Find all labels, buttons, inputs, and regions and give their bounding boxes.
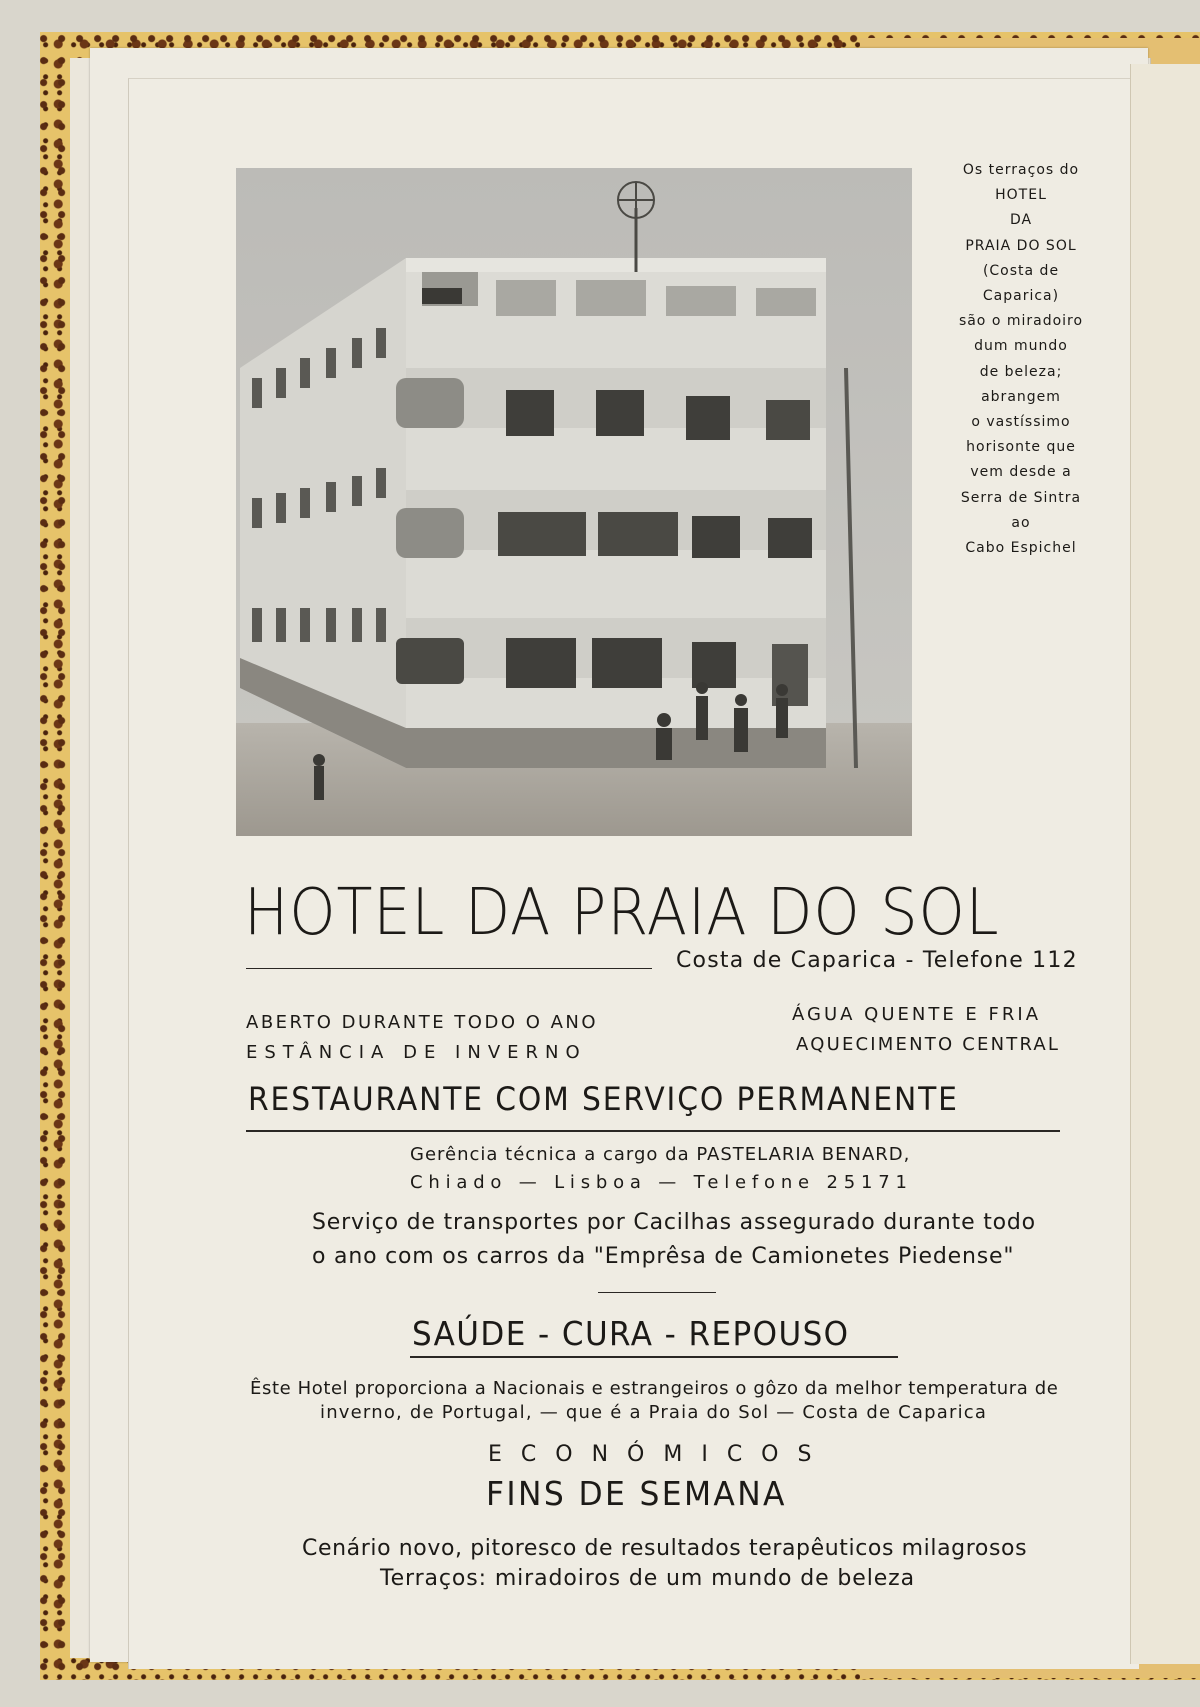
open-all-year: ABERTO DURANTE TODO O ANO — [246, 1012, 599, 1033]
weekends-heading: FINS DE SEMANA — [486, 1474, 787, 1513]
caption-line: Os terraços do — [962, 162, 1080, 178]
caption-line: dum mundo — [974, 338, 1068, 355]
transport-line-2: o ano com os carros da "Emprêsa de Camionetes Piedense" — [312, 1244, 1015, 1269]
photo-caption — [918, 158, 1124, 561]
location-phone: Costa de Caparica - Telefone 112 — [676, 948, 1078, 973]
right-page-edge — [1130, 64, 1200, 1664]
hotel-photo — [236, 168, 912, 836]
caption-line: vem desde a — [970, 464, 1072, 481]
management-line: Gerência técnica a cargo da PASTELARIA BENARD, — [410, 1144, 911, 1165]
hot-cold-water: ÁGUA QUENTE E FRIA — [792, 1004, 1042, 1025]
caption-line: Serra de Sintra — [960, 489, 1082, 506]
closing-line-1: Cenário novo, pitoresco de resultados terapêuticos milagrosos — [302, 1536, 1028, 1561]
caption-line: de beleza; — [979, 363, 1063, 380]
health-line-1: Êste Hotel proporciona a Nacionais e estrangeiros o gôzo da melhor temperatura de — [250, 1378, 1059, 1399]
health-underline — [410, 1356, 898, 1358]
restaurant-underline — [246, 1130, 1060, 1132]
health-line-2: inverno, de Portugal, — que é a Praia do Sol — Costa de Caparica — [320, 1402, 988, 1423]
caption-line: (Costa de — [982, 262, 1060, 279]
caption-line: HOTEL — [995, 187, 1047, 204]
caption-line: são o miradoiro — [958, 313, 1084, 330]
health-headline: SAÚDE - CURA - REPOUSO — [412, 1314, 850, 1353]
closing-line-2: Terraços: miradoiros de um mundo de beleza — [380, 1566, 915, 1591]
caption-line: Cabo Espichel — [965, 540, 1077, 557]
restaurant-headline: RESTAURANTE COM SERVIÇO PERMANENTE — [248, 1080, 959, 1118]
section-divider — [598, 1292, 716, 1293]
title-rule — [246, 968, 652, 969]
central-heating: AQUECIMENTO CENTRAL — [796, 1034, 1061, 1055]
address-line: Chiado — Lisboa — Telefone 25171 — [410, 1172, 913, 1193]
caption-line: o vastíssimo — [971, 414, 1071, 431]
caption-line: ao — [1011, 514, 1031, 531]
winter-resort: ESTÂNCIA DE INVERNO — [246, 1042, 587, 1063]
caption-line: abrangem — [981, 388, 1061, 405]
economicos-heading: ECONÓMICOS — [488, 1442, 831, 1467]
caption-line: horisonte que — [966, 439, 1076, 456]
hotel-building-photo-icon — [236, 168, 912, 836]
caption-line: DA — [1009, 212, 1033, 229]
transport-line-1: Serviço de transportes por Cacilhas assegurado durante todo — [312, 1210, 1036, 1235]
caption-line: Caparica) — [982, 288, 1060, 305]
caption-line: PRAIA DO SOL — [965, 237, 1077, 254]
hotel-title: HOTEL DA PRAIA DO SOL — [244, 876, 1000, 950]
